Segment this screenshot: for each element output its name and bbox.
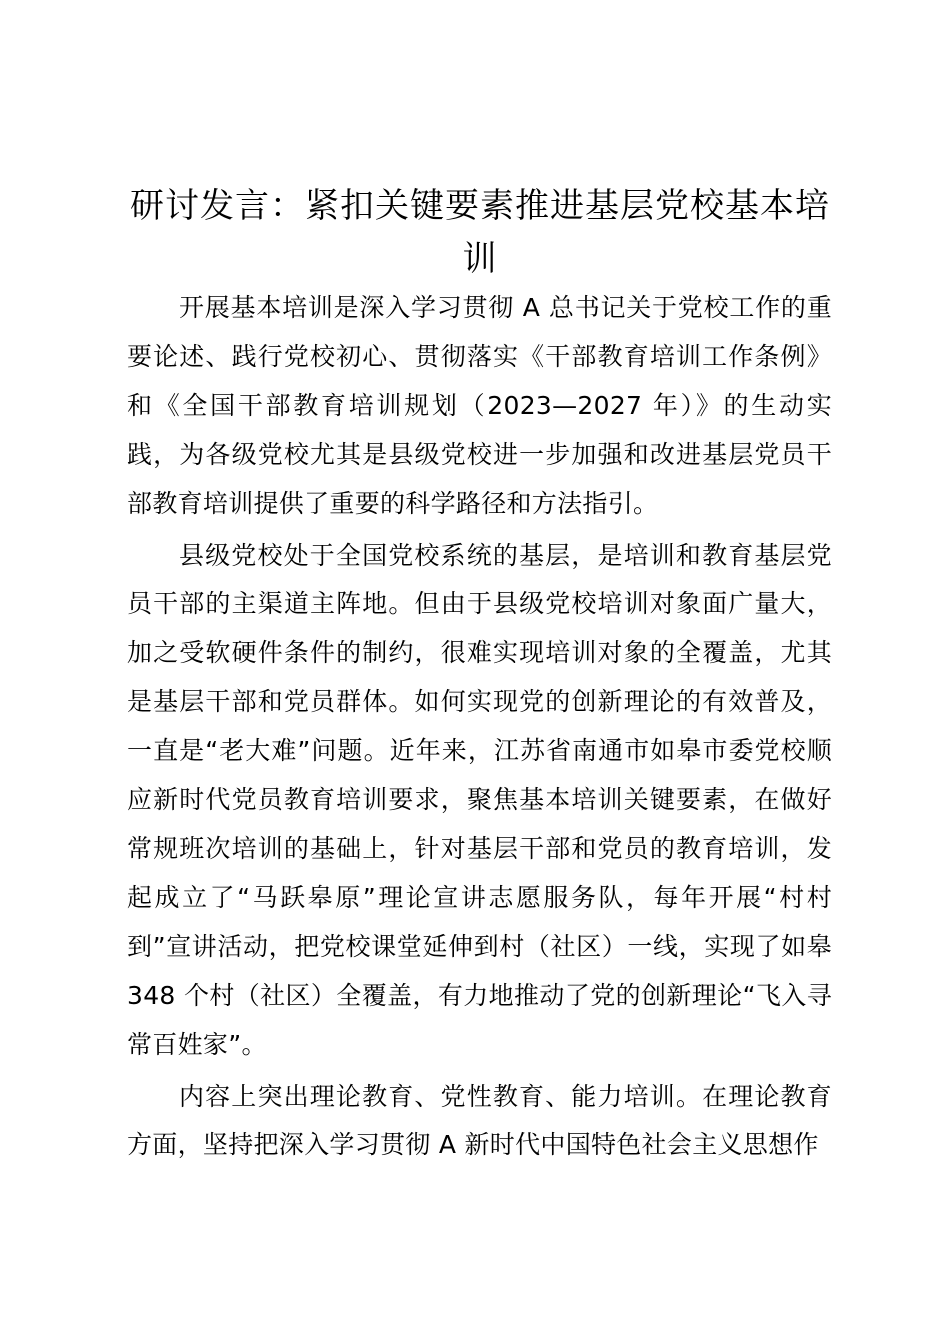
body-paragraph: 县级党校处于全国党校系统的基层，是培训和教育基层党员干部的主渠道主阵地。但由于县级党校培训对象面广量大，加之受软硬件条件的制约，很难实现培训对象的全覆盖，尤其是基层干部和党员群体。如何实现党的创新理论的有效普及，一直是“老大难”问题。近年来，江苏省南通市如皋市委党校顺应新时代党员教育培训要求，聚焦基本培训关键要素，在做好常规班次培训的基础上，针对基层干部和党员的教育培训，发起成立了“马跃皋原”理论宣讲志愿服务队，每年开展“村村到”宣讲活动，把党校课堂延伸到村（社区）一线，实现了如皋 348 个村（社区）全覆盖，有力地推动了党的创新理论“飞入寻常百姓家”。 [127,540,832,1059]
document-body [127,284,832,1173]
body-paragraph: 内容上突出理论教育、党性教育、能力培训。在理论教育方面，坚持把深入学习贯彻 A 新时代中国特色社会主义思想作 [127,1081,832,1160]
body-paragraph: 开展基本培训是深入学习贯彻 A 总书记关于党校工作的重要论述、践行党校初心、贯彻落实《干部教育培训工作条例》和《全国干部教育培训规划（2023—2027 年）》的生动实践，为各级党校尤其是县级党校进一步加强和改进基层党员干部教育培训提供了重要的科学路径和方法指引。 [127,293,832,518]
document-title: 研讨发言：紧扣关键要素推进基层党校基本培训 [130,186,830,279]
